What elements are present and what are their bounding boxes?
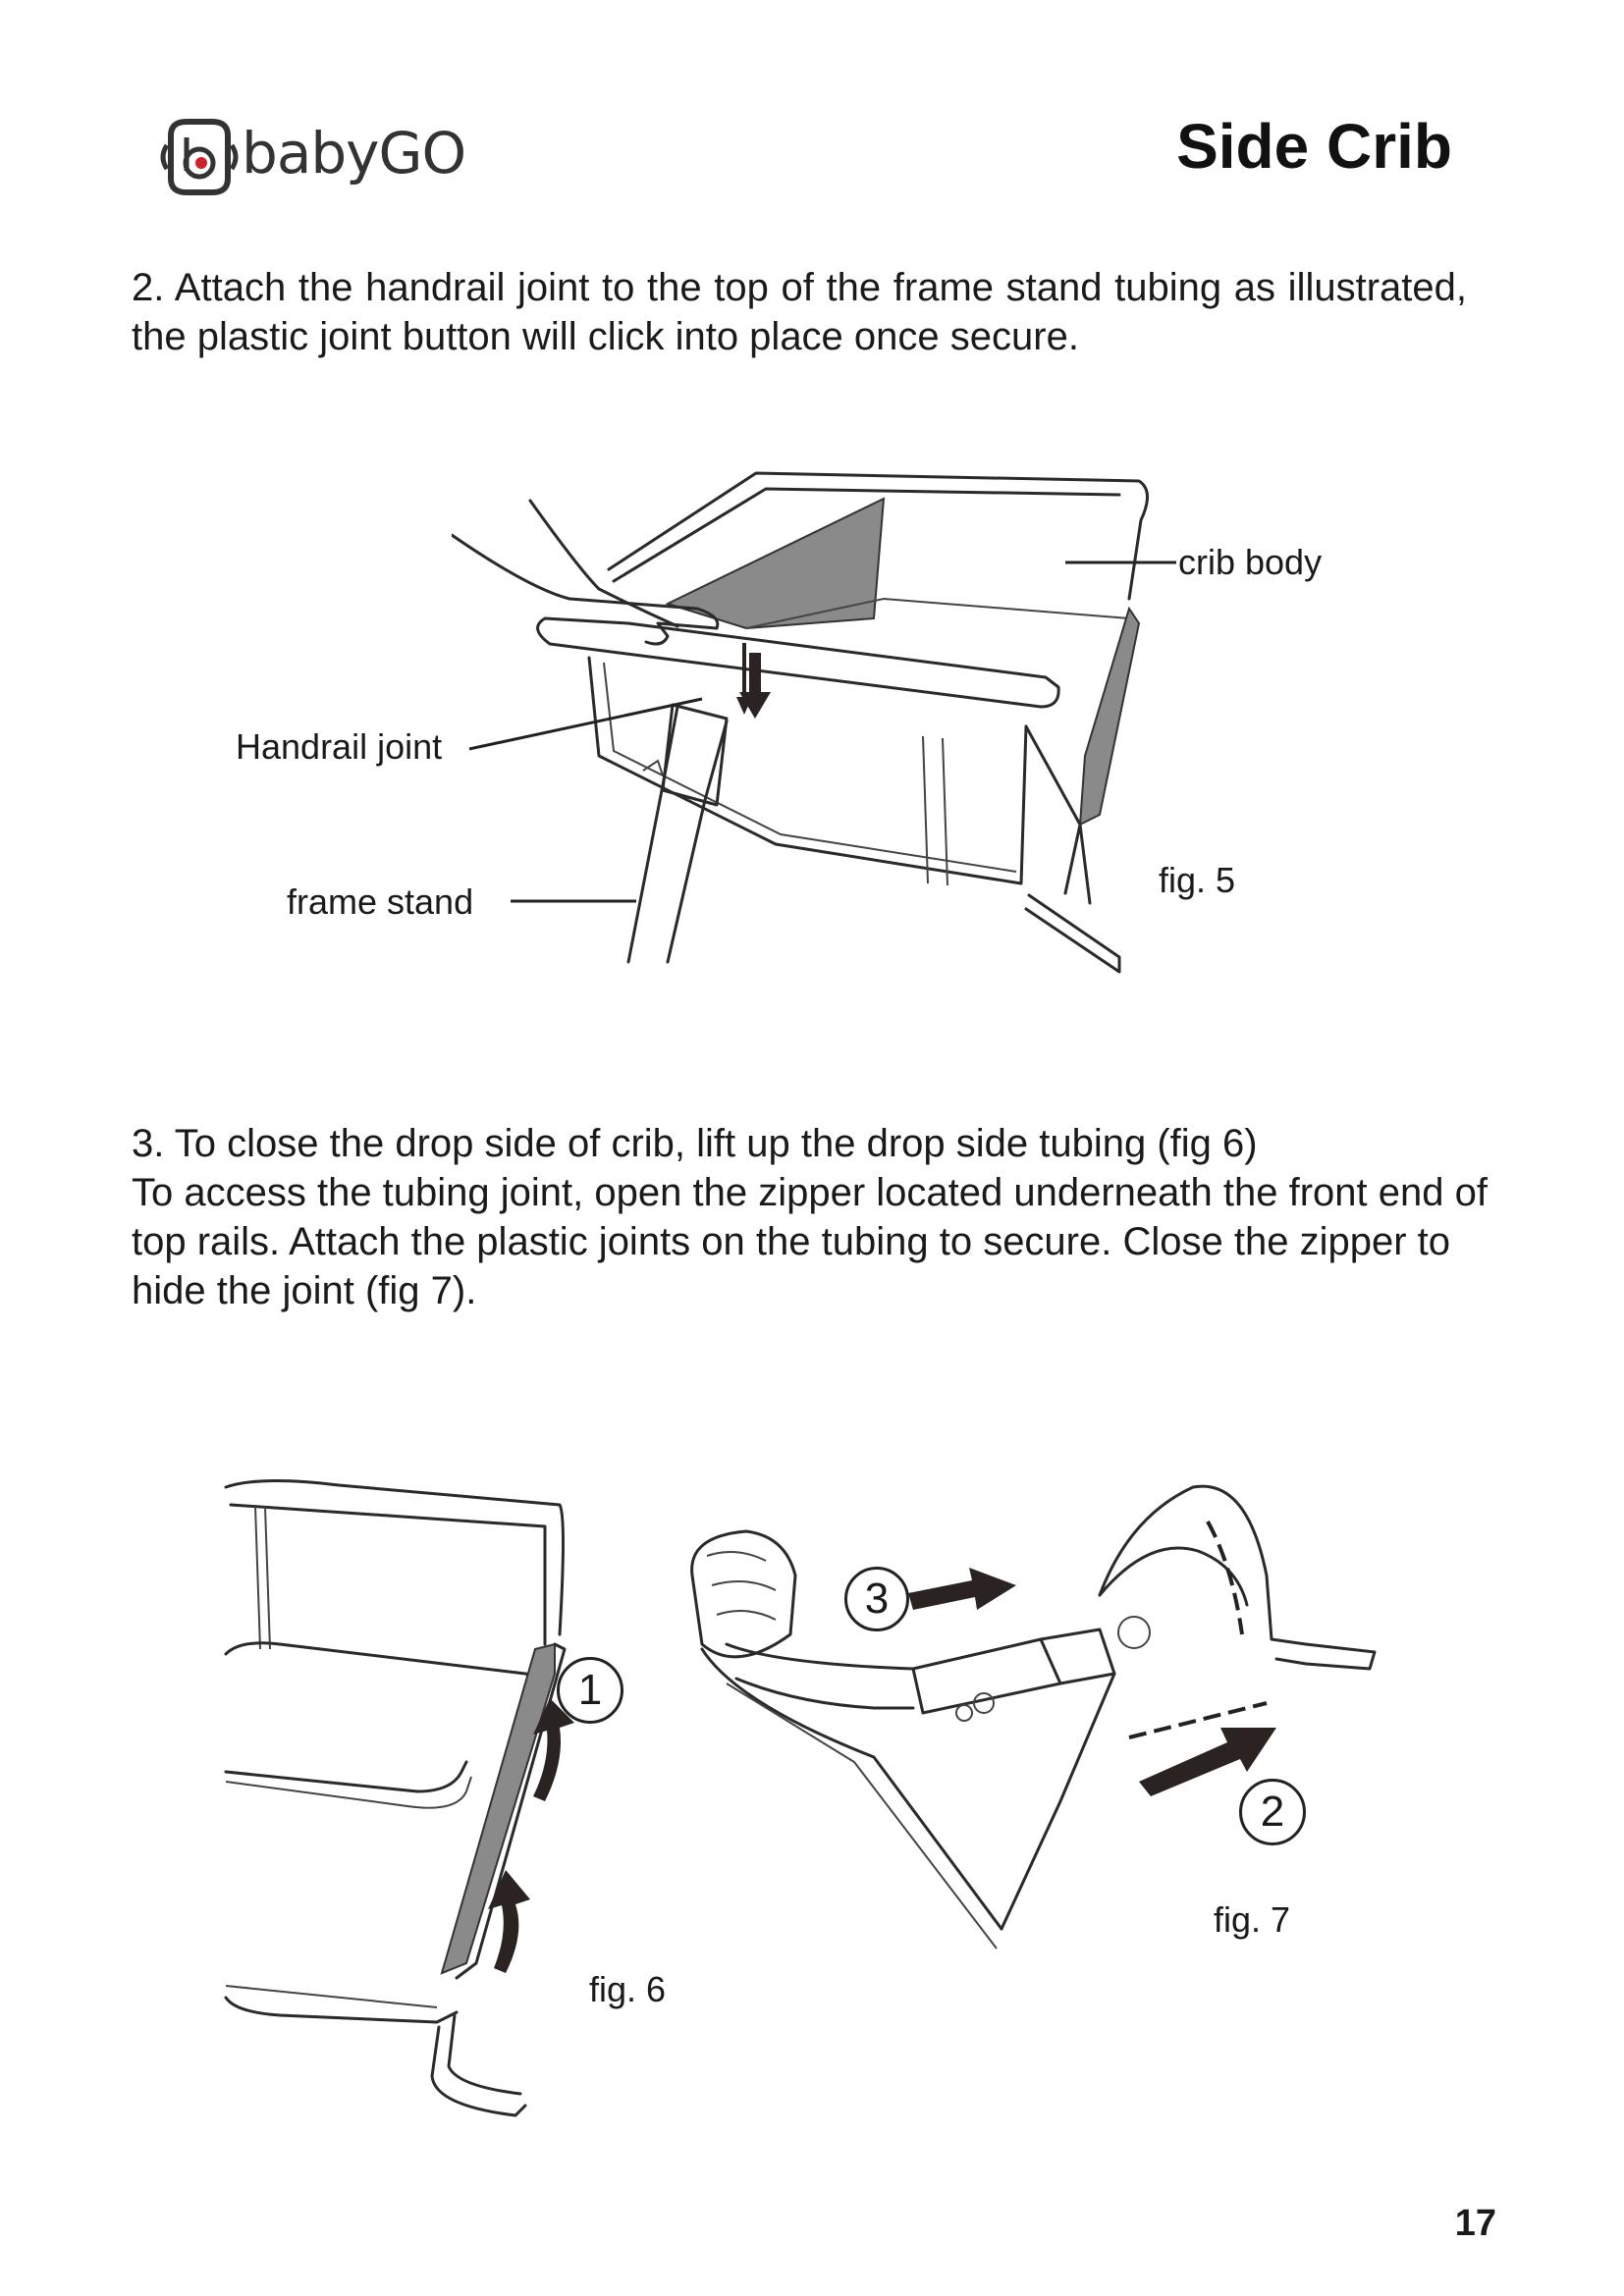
fig-6-caption: fig. 6 — [589, 1969, 667, 2009]
brand-name: babyGO — [242, 120, 466, 187]
label-handrail-joint: Handrail joint — [236, 726, 443, 767]
page-number: 17 — [1454, 2203, 1496, 2244]
fig-6-illustration — [221, 1477, 643, 2125]
fig-7-illustration — [677, 1477, 1384, 1968]
step-2-text: 2. Attach the handrail joint to the top of the frame stand tubing as illustrated, the plastic joint button will click into place once secure. — [132, 266, 1467, 358]
fig-6-marker-1: 1 — [557, 1657, 623, 1724]
step-3-line-1: 3. To close the drop side of crib, lift up the drop side tubing (fig 6) — [132, 1122, 1258, 1165]
fig-7-caption: fig. 7 — [1214, 1899, 1291, 1940]
fig-7-marker-3: 3 — [844, 1567, 909, 1631]
page-title: Side Crib — [1176, 111, 1452, 182]
step-3-text — [132, 1119, 1506, 1315]
fig-7-marker-2: 2 — [1239, 1779, 1306, 1845]
fig-5-caption: fig. 5 — [1159, 860, 1236, 900]
label-frame-stand: frame stand — [287, 881, 474, 922]
label-crib-body: crib body — [1178, 542, 1323, 582]
step-3-line-2: To access the tubing joint, open the zipper located underneath the front end of top rails. Attach the plastic joints on the tubing to secure. Close the zipper to hide the joint (fig 7). — [132, 1171, 1488, 1312]
